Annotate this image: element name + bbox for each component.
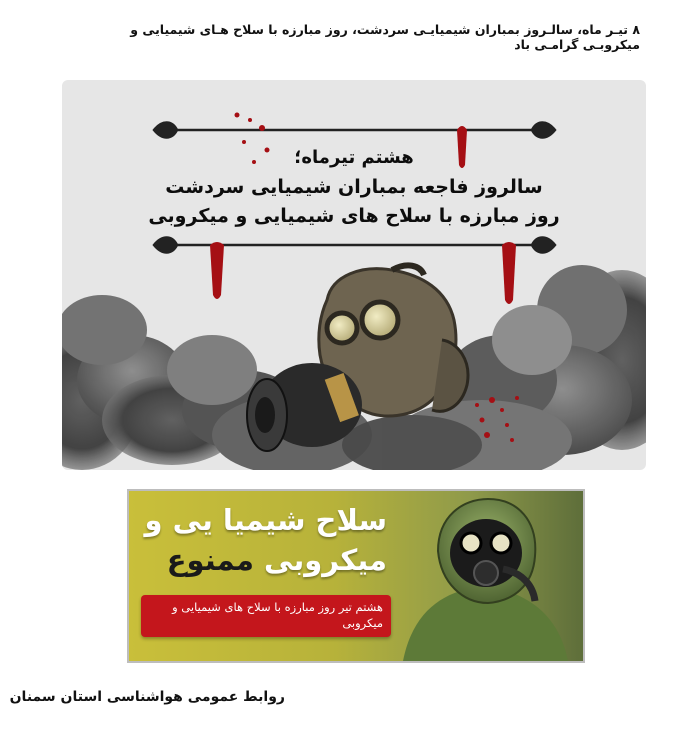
smoke-and-mask-illustration bbox=[62, 80, 646, 470]
poster2-title-dark: ممنوع bbox=[166, 543, 254, 577]
poster-ban-banner bbox=[127, 489, 585, 663]
footer-credit: روابط عمومی هواشناسی استان سمنان bbox=[9, 689, 285, 705]
poster2-title-line1: سلاح شیمیا یی و bbox=[144, 503, 387, 537]
poster2-ribbon bbox=[141, 595, 391, 637]
poster1-line2: سالروز فاجعه بمباران شیمیایی سردشت bbox=[165, 176, 543, 198]
soldier-gas-mask-illustration bbox=[383, 491, 583, 661]
ornament-top bbox=[154, 123, 555, 138]
headline: ۸ تیـر ماه، سالـروز بمباران شیمیایـی سردشت، روز مبارزه با سلاح هـای شیمیایی و میکروبـی گرامـی باد bbox=[130, 22, 640, 52]
poster2-ribbon-text: هشتم تیر روز مبارزه با سلاح های شیمیایی و میکروبی bbox=[172, 600, 383, 630]
poster1-line1: هشتم تیرماه؛ bbox=[294, 147, 414, 168]
poster2-title-white: میکروبی bbox=[264, 543, 387, 577]
poster2-title-line2 bbox=[167, 543, 387, 577]
poster-sardasht bbox=[62, 80, 646, 470]
poster1-line3: روز مبارزه با سلاح های شیمیایی و میکروبی bbox=[148, 205, 560, 227]
